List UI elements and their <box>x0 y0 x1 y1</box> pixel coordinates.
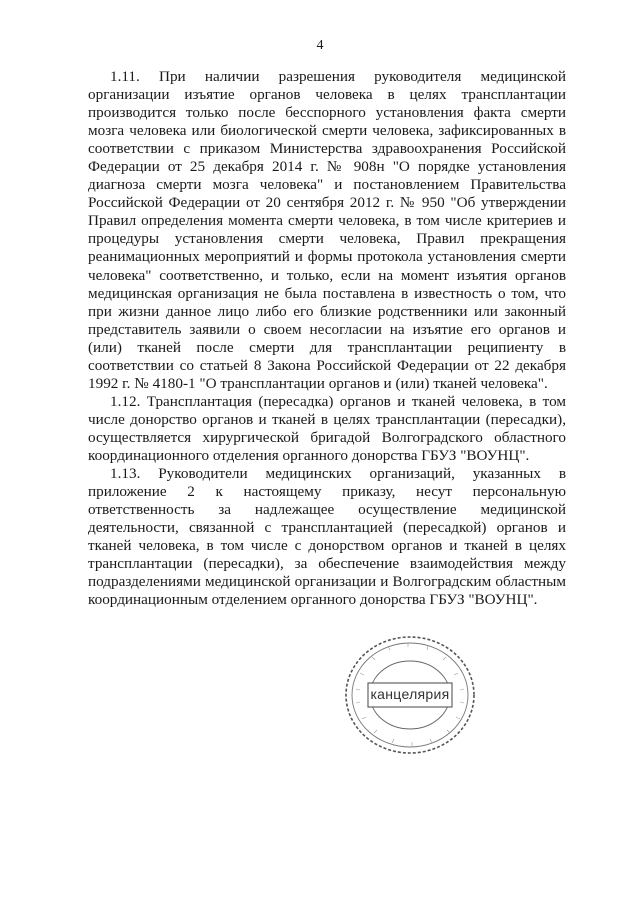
document-body <box>88 68 566 609</box>
paragraph-1-12: 1.12. Трансплантация (пересадка) органов и тканей человека, в том числе донорство органов и тканей в целях трансплантации (пересадки), осуществляется хирургической бригадой Волгоградского областного координационного отделения органного донорства ГБУЗ "ВОУНЦ". <box>88 392 566 464</box>
paragraph-1-11: 1.11. При наличии разрешения руководителя медицинской организации изъятие органов человека в целях трансплантации производится только после бесспорного установления факта смерти мозга человека или биологической смерти человека, зафиксированных в соответствии с приказом Министерства здравоохранения Российской Федерации от 25 декабря 2014 г. № 908н "О порядке установления диагноза смерти мозга человека" и постановлением Правительства Российской Федерации от 20 сентября 2012 г. № 950 "Об утверждении Правил определения момента смерти человека, в том числе критериев и процедуры установления смерти человека, Правил прекращения реанимационных мероприятий и формы протокола установления смерти человека" соответственно, и только, если на момент изъятия органов медицинская организация не была поставлена в известность о том, что при жизни данное лицо либо его близкие родственники или законный представитель заявили о своем несогласии на изъятие его органов и (или) тканей после смерти для трансплантации реципиенту в соответствии со статьей 8 Закона Российской Федерации от 22 декабря 1992 г. № 4180-1 "О трансплантации органов и (или) тканей человека". <box>88 68 566 392</box>
office-stamp <box>342 633 478 757</box>
page-number: 4 <box>316 38 324 53</box>
stamp-label: канцелярия <box>370 686 450 702</box>
paragraph-1-13: 1.13. Руководители медицинских организаций, указанных в приложение 2 к настоящему приказу, несут персональную ответственность за надлежащее осуществление медицинской деятельности, связанной с трансплантацией (пересадкой) органов и тканей человека, в том числе с донорством органов и тканей в целях трансплантации (пересадки), за обеспечение взаимодействия между подразделениями медицинской организации и Волгоградским областным координационным отделением органного донорства ГБУЗ "ВОУНЦ". <box>88 465 566 609</box>
